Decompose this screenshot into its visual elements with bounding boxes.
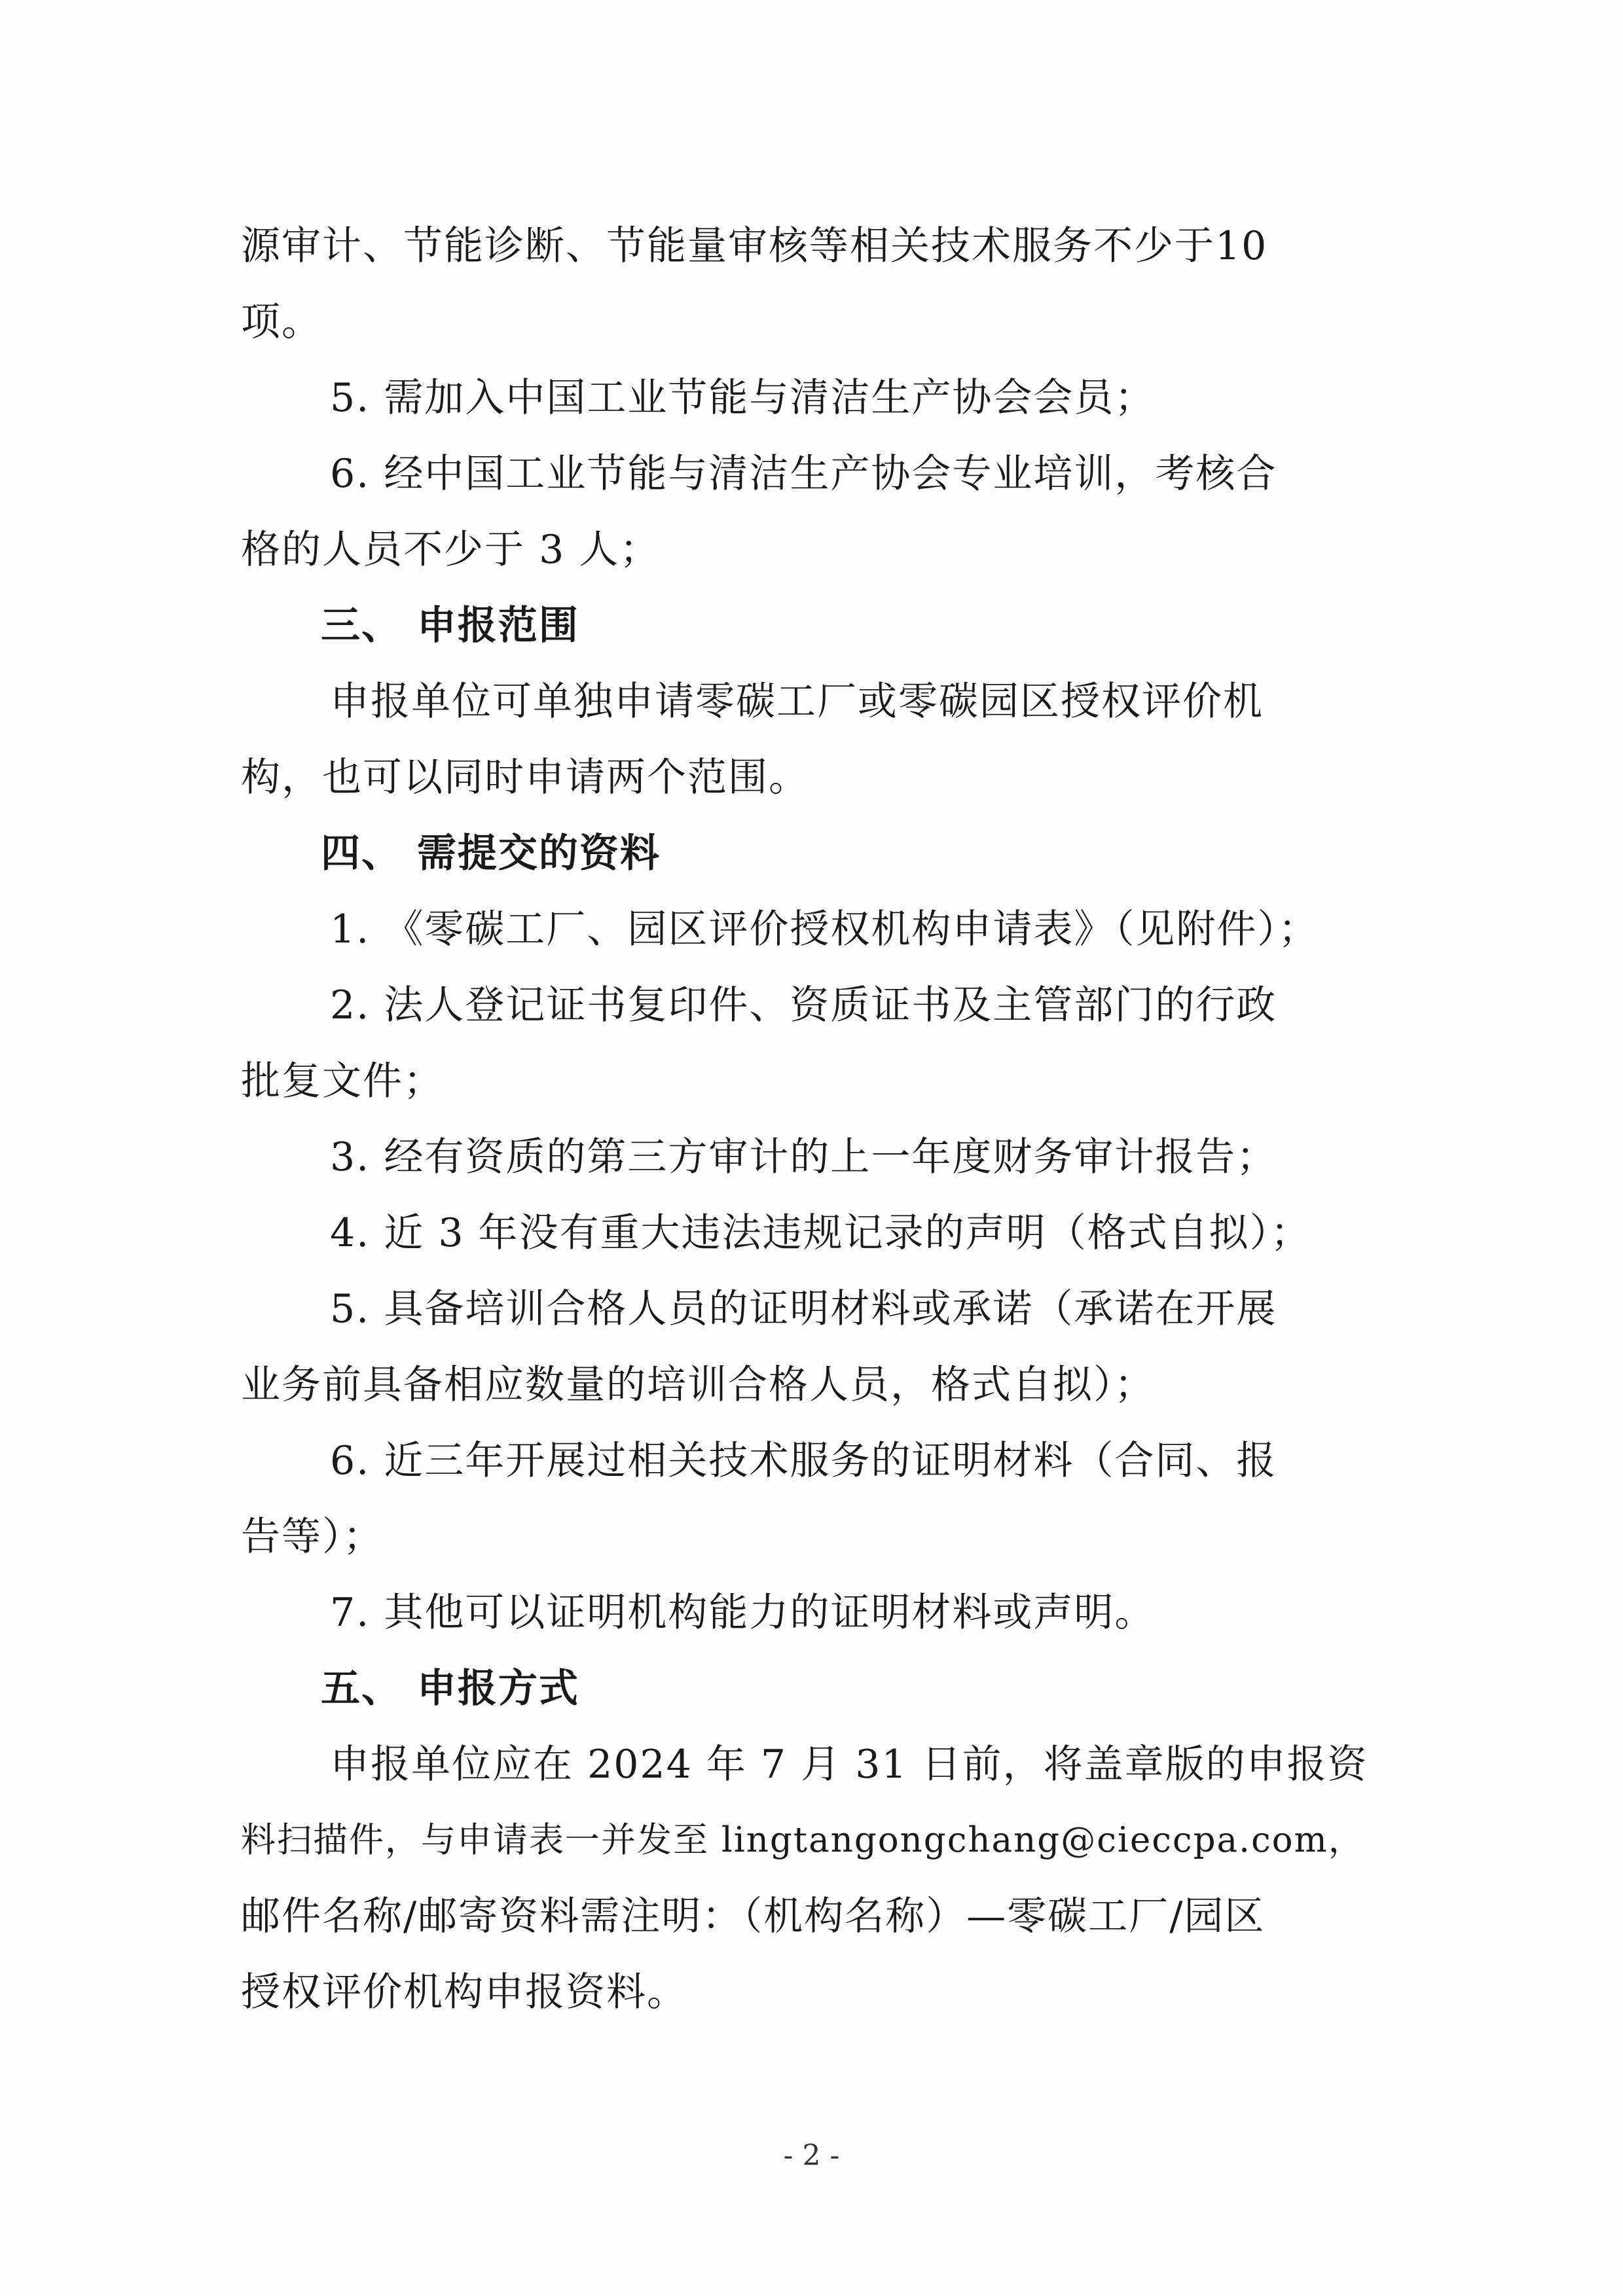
paragraph-line: 源审计、节能诊断、节能量审核等相关技术服务不少于10 bbox=[241, 223, 1268, 269]
list-item: 1. 《零碳工厂、园区评价授权机构申请表》（见附件）； bbox=[330, 906, 1319, 952]
list-item: 2. 法人登记证书复印件、资质证书及主管部门的行政 bbox=[330, 982, 1277, 1028]
document-body bbox=[241, 208, 1374, 2030]
paragraph-line: 告等）； bbox=[241, 1514, 384, 1560]
section-heading: 三、 申报范围 bbox=[321, 603, 579, 649]
section-heading: 五、 申报方式 bbox=[321, 1666, 579, 1712]
paragraph-line: 申报单位可单独申请零碳工厂或零碳园区授权评价机 bbox=[330, 679, 1264, 725]
paragraph-line: 构，也可以同时申请两个范围。 bbox=[241, 755, 809, 800]
paragraph-line: 格的人员不少于 3 人； bbox=[241, 527, 661, 573]
paragraph-line: 业务前具备相应数量的培训合格人员，格式自拟）； bbox=[241, 1362, 1155, 1408]
paragraph-line: 申报单位应在 2024 年 7 月 31 日前，将盖章版的申报资 bbox=[330, 1742, 1368, 1787]
paragraph-line-email: 料扫描件，与申请表一并发至 lingtangongchang@cieccpa.com， bbox=[241, 1820, 1364, 1860]
paragraph-line: 批复文件； bbox=[241, 1058, 444, 1104]
paragraph-line: 授权评价机构申报资料。 bbox=[241, 1969, 687, 2015]
list-item: 6. 近三年开展过相关技术服务的证明材料（合同、报 bbox=[330, 1438, 1277, 1484]
list-item: 5. 需加入中国工业节能与清洁生产协会会员； bbox=[330, 375, 1156, 421]
section-heading: 四、 需提交的资料 bbox=[321, 831, 661, 876]
paragraph-line: 项。 bbox=[241, 299, 322, 345]
list-item: 4. 近 3 年没有重大违法违规记录的声明（格式自拟）； bbox=[330, 1210, 1311, 1256]
page-number: - 2 - bbox=[783, 2139, 840, 2172]
list-item: 5. 具备培训合格人员的证明材料或承诺（承诺在开展 bbox=[330, 1286, 1277, 1332]
paragraph-line: 邮件名称/邮寄资料需注明：（机构名称）—零碳工厂/园区 bbox=[241, 1893, 1266, 1939]
list-item: 7. 其他可以证明机构能力的证明材料或声明。 bbox=[330, 1590, 1156, 1636]
list-item: 6. 经中国工业节能与清洁生产协会专业培训，考核合 bbox=[330, 451, 1277, 497]
list-item: 3. 经有资质的第三方审计的上一年度财务审计报告； bbox=[330, 1134, 1277, 1180]
